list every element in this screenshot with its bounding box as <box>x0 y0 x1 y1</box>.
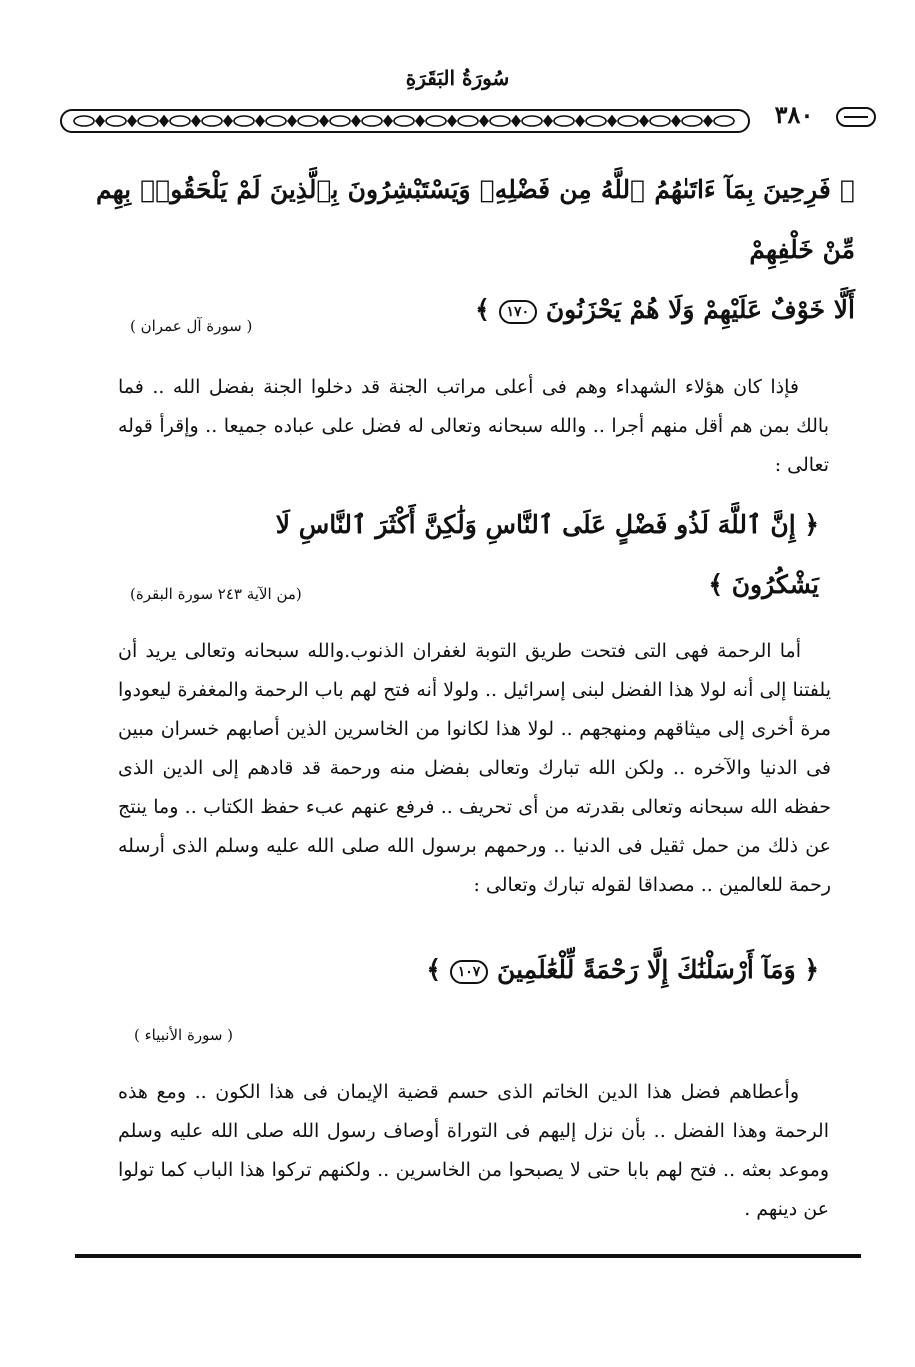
surah-title: سُورَةُ البَقَرَةِ <box>405 66 510 90</box>
verse-closing-bracket: ﴾ <box>426 955 442 984</box>
verse-line: ﴿ فَرِحِينَ بِمَآ ءَاتَىٰهُمُ ٱللَّهُ مِن فَضْلِهِۦ وَيَسْتَبْشِرُونَ بِٱلَّذِينَ لَمْ يَلْحَقُوا۟ بِهِم مِّنْ خَلْفِهِمْ <box>96 175 855 264</box>
verse-closing-bracket: ﴾ <box>475 295 490 324</box>
paragraph-text: أما الرحمة فهى التى فتحت طريق التوبة لغفران الذنوب.والله سبحانه وتعالى يريد أن يلفتنا إلى أنه لولا هذا الفضل لبنى إسرائيل .. ولولا أنه فتح لهم باب الرحمة والمغفرة ليعودوا مرة أخرى إلى ميثاقهم ومنهجهم .. لولا هذا لكانوا من الخاسرين الذين أصابهم خسران مبين فى الدنيا والآخره .. ولكن الله تبارك وتعالى بفضل منه ورحمة قد قادهم إلى الدين الذى حفظه الله سبحانه وتعالى بقدرته من أى تحريف .. فرفع عنهم عبء حفظ الكتاب .. وما ينتج عن ذلك من حمل ثقيل فى الدنيا .. ورحمهم برسول الله صلى الله عليه وسلم الذى أرسله رحمة للعالمين .. مصداقا لقوله تبارك وتعالى : <box>118 640 831 896</box>
paragraph-text: وأعطاهم فضل هذا الدين الخاتم الذى حسم قضية الإيمان فى هذا الكون .. ومع هذه الرحمة وهذا الفضل .. بأن نزل إليهم فى التوراة أوصاف رسول الله صلى الله عليه وسلم وموعد بعثه .. فتح لهم بابا حتى لا يصبحوا من الخاسرين .. ولكنهم تركوا هذا الباب كما تولوا عن دينهم . <box>118 1081 829 1220</box>
verse-reference: (من الآية ٢٤٣ سورة البقرة) <box>130 585 302 603</box>
verse-text: ﴿ وَمَآ أَرْسَلْنَٰكَ إِلَّا رَحْمَةً لِّلْعَٰلَمِينَ <box>497 955 819 984</box>
body-paragraph <box>118 368 829 485</box>
ayah-number-badge: ١٠٧ <box>450 960 489 984</box>
paragraph-text: فإذا كان هؤلاء الشهداء وهم فى أعلى مراتب الجنة قد دخلوا الجنة بفضل الله .. فما بالك بمن هم أقل منهم أجرا .. والله سبحانه وتعالى له فضل على عباده جميعا .. وإقرأ قوله تعالى : <box>118 376 829 476</box>
body-paragraph <box>118 1073 829 1229</box>
bottom-rule <box>75 1254 861 1258</box>
ornamental-border <box>60 104 750 138</box>
quran-verse-anbiya <box>360 940 819 1000</box>
verse-line-text: أَلَّا خَوْفٌ عَلَيْهِمْ وَلَا هُمْ يَحْزَنُونَ <box>545 295 855 324</box>
verse-reference: ( سورة آل عمران ) <box>130 317 253 335</box>
ayah-number-badge: ١٧٠ <box>499 300 538 324</box>
ornament-end-cap <box>836 106 876 128</box>
quran-verse-baqarah-243: ﴿ إِنَّ ٱللَّهَ لَذُو فَضْلٍ عَلَى ٱلنَّاسِ وَلَٰكِنَّ أَكْثَرَ ٱلنَّاسِ لَا يَشْكُرُونَ ﴾ <box>275 510 819 599</box>
page-number: ٣٨٠ <box>774 100 814 129</box>
verse-reference: ( سورة الأنبياء ) <box>134 1026 234 1044</box>
body-paragraph <box>118 632 831 905</box>
quran-verse-aal-imran <box>96 160 855 340</box>
